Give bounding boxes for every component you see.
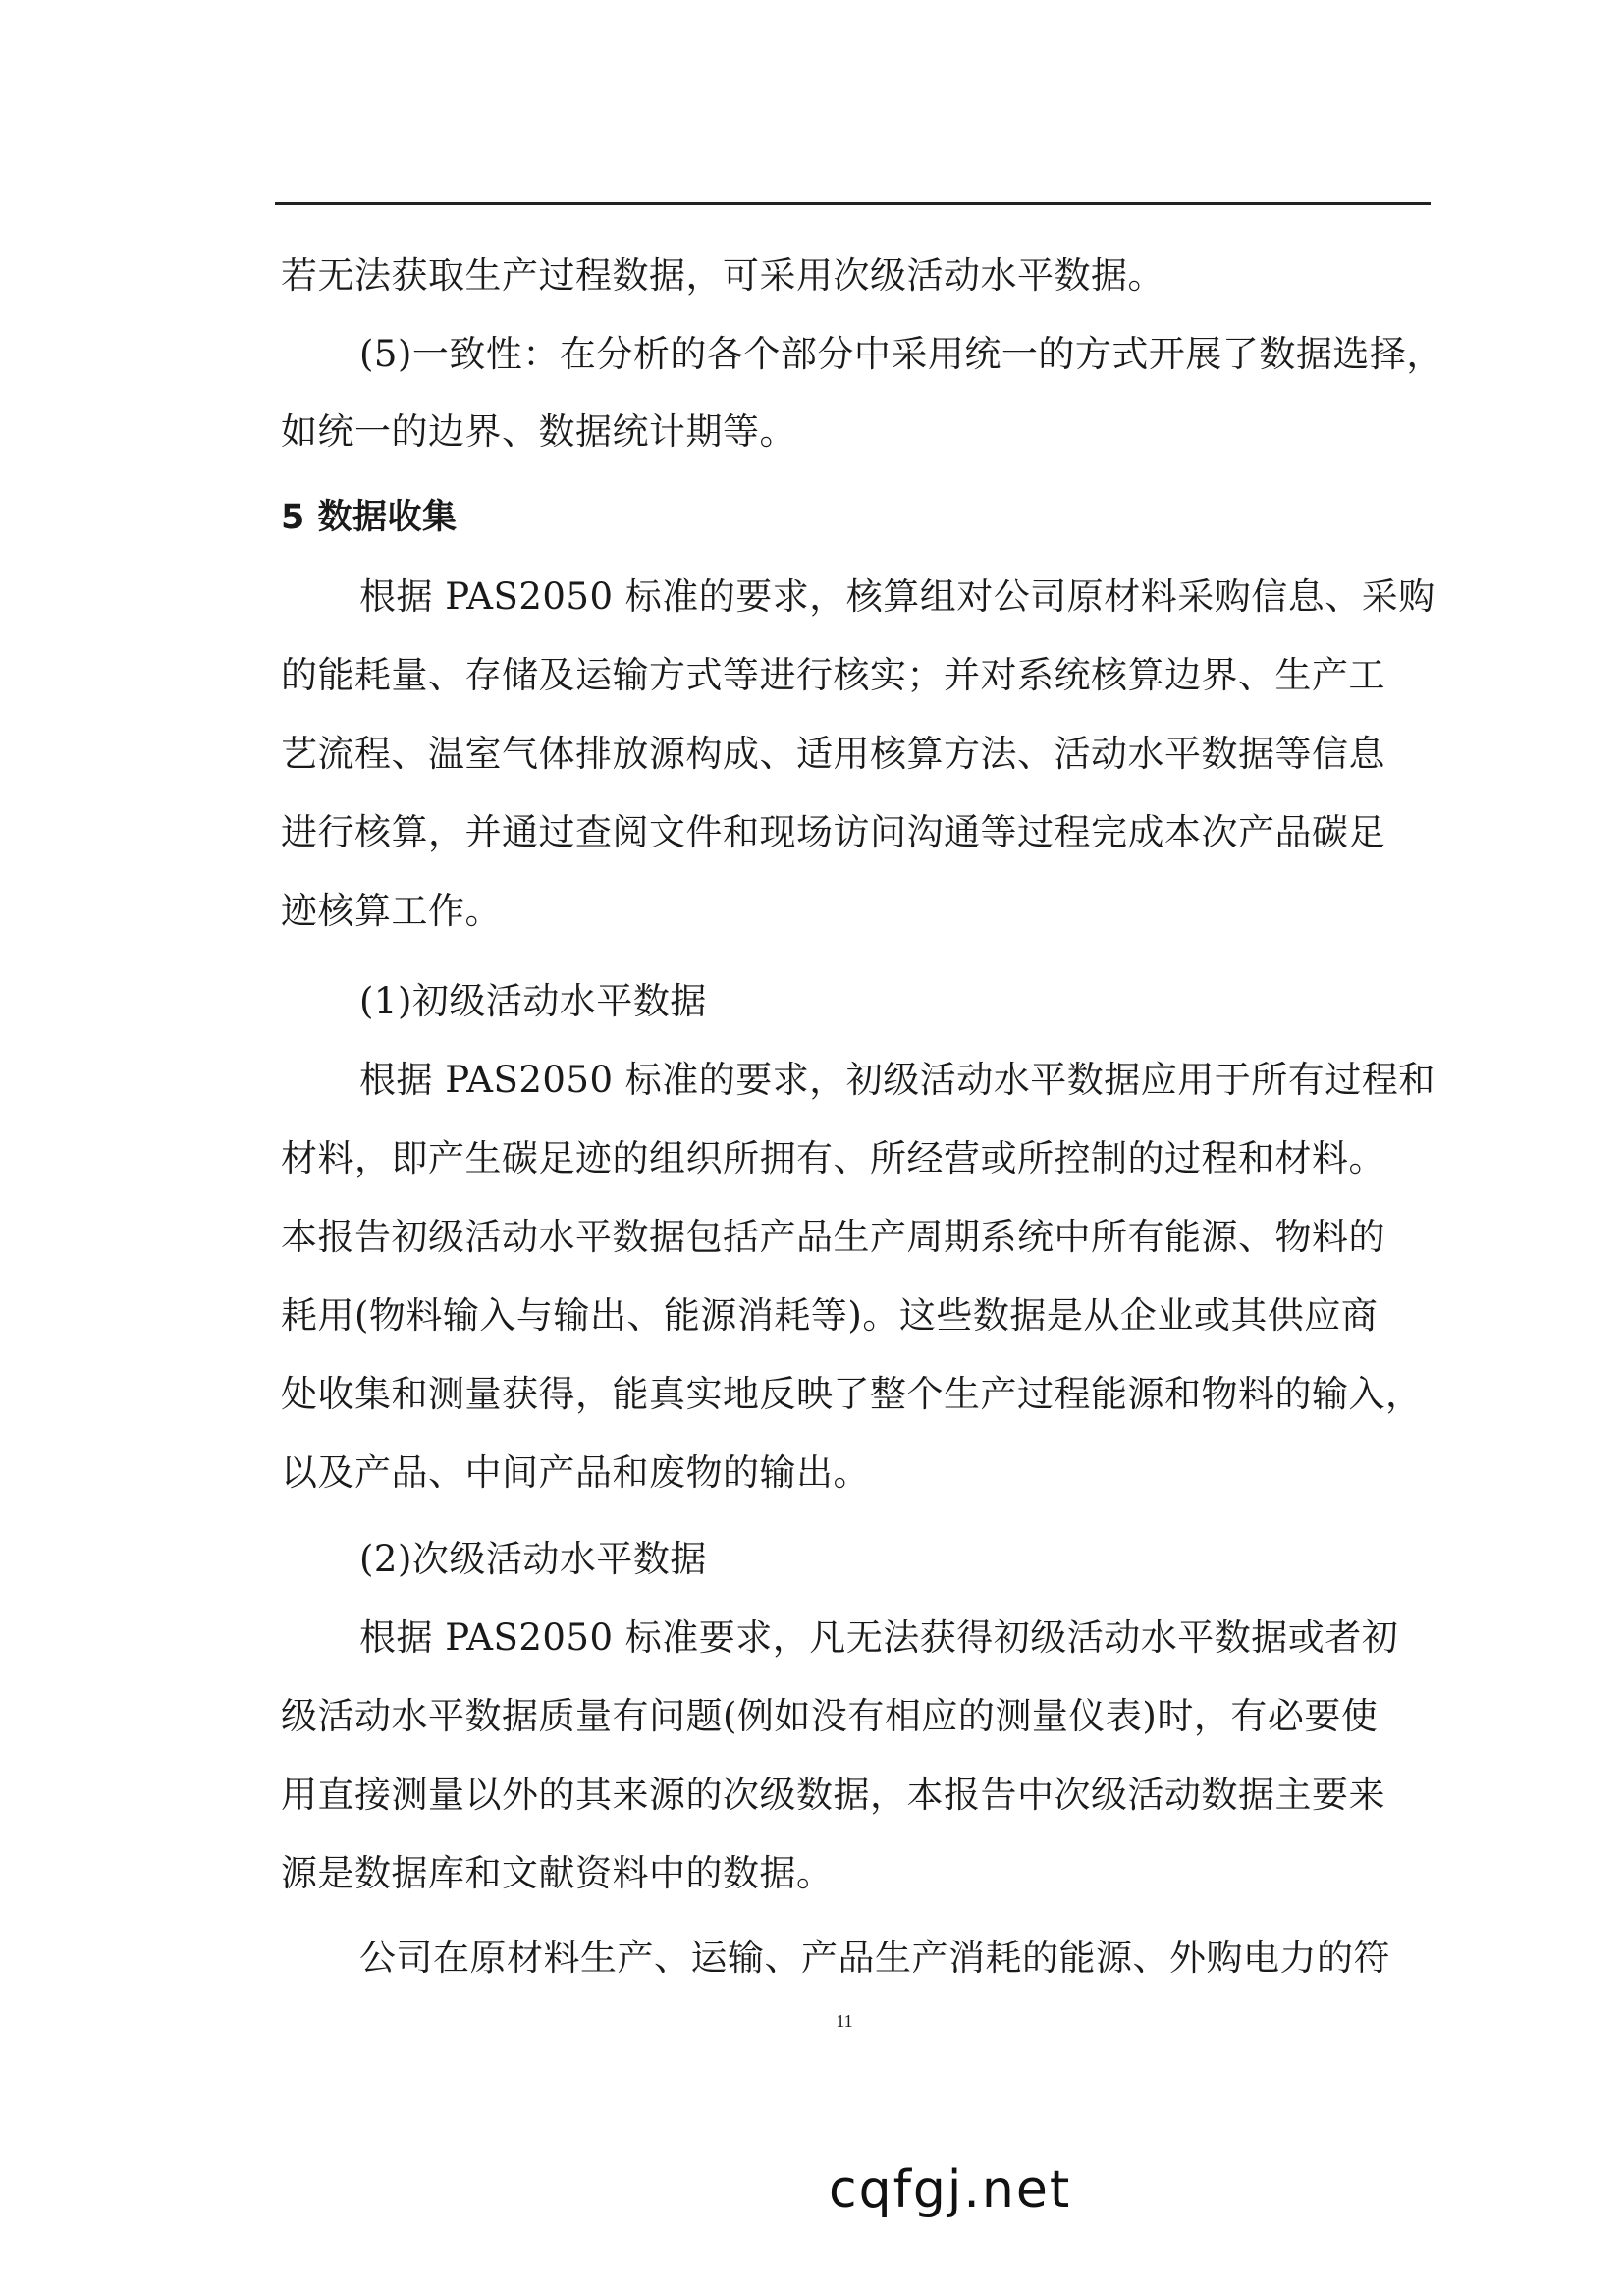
paragraph-line: 本报告初级活动水平数据包括产品生产周期系统中所有能源、物料的	[281, 1216, 1385, 1258]
watermark: cqfgj.net	[829, 2160, 1072, 2219]
paragraph-line: 源是数据库和文献资料中的数据。	[281, 1852, 834, 1894]
paragraph-line: 的能耗量、存储及运输方式等进行核实；并对系统核算边界、生产工	[281, 654, 1385, 696]
paragraph-line: (5)一致性：在分析的各个部分中采用统一的方式开展了数据选择，	[359, 333, 1443, 375]
section-heading: 5 数据收集	[281, 498, 458, 537]
paragraph-line: 耗用(物料输入与输出、能源消耗等)。这些数据是从企业或其供应商	[281, 1294, 1379, 1337]
paragraph-line: 材料，即产生碳足迹的组织所拥有、所经营或所控制的过程和材料。	[281, 1137, 1385, 1179]
subsection-heading: (1)初级活动水平数据	[359, 980, 707, 1022]
header-rule	[275, 202, 1431, 205]
paragraph-line: 迹核算工作。	[281, 890, 502, 932]
paragraph-line: 若无法获取生产过程数据，可采用次级活动水平数据。	[281, 254, 1164, 297]
paragraph-line: 根据 PAS2050 标准要求，凡无法获得初级活动水平数据或者初	[359, 1616, 1399, 1659]
page-number: 11	[836, 2011, 853, 2031]
paragraph-line: 艺流程、温室气体排放源构成、适用核算方法、活动水平数据等信息	[281, 733, 1385, 775]
paragraph-line: 根据 PAS2050 标准的要求，初级活动水平数据应用于所有过程和	[359, 1059, 1435, 1101]
paragraph-line: 如统一的边界、数据统计期等。	[281, 410, 796, 453]
subsection-heading: (2)次级活动水平数据	[359, 1538, 707, 1580]
paragraph-line: 公司在原材料生产、运输、产品生产消耗的能源、外购电力的符	[359, 1937, 1390, 1979]
paragraph-line: 级活动水平数据质量有问题(例如没有相应的测量仪表)时，有必要使	[281, 1695, 1379, 1737]
paragraph-line: 处收集和测量获得，能真实地反映了整个生产过程能源和物料的输入，	[281, 1373, 1423, 1415]
paragraph-line: 用直接测量以外的其来源的次级数据，本报告中次级活动数据主要来	[281, 1774, 1385, 1816]
paragraph-line: 以及产品、中间产品和废物的输出。	[281, 1451, 870, 1494]
paragraph-line: 进行核算，并通过查阅文件和现场访问沟通等过程完成本次产品碳足	[281, 811, 1385, 853]
paragraph-line: 根据 PAS2050 标准的要求，核算组对公司原材料采购信息、采购	[359, 575, 1435, 618]
